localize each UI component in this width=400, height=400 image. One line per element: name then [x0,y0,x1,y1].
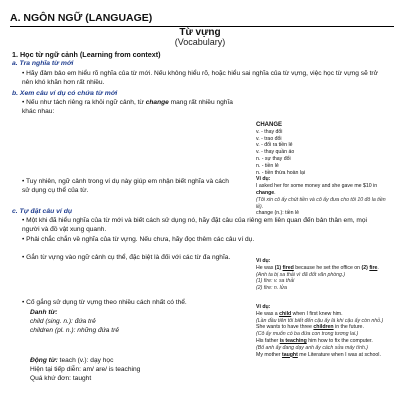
fired-example-label: Ví dụ: [256,258,271,264]
fired-gloss-2: (2) fire: n. lửa [256,285,287,292]
child-example-label: Ví dụ: [256,304,271,310]
change-example-word: change [256,189,275,196]
verb-label [30,357,113,366]
paragraph-c-1: • Một khi đã hiểu nghĩa của từ mới và biết cách sử dụng nó, hãy đặt câu của riêng em liên quan đến bản thân em, mọi người và đồ vật xung quanh. [22,217,367,233]
change-example-vi: (Tôi xin cô ấy chút tiền và cô ấy đưa cho tôi 10 đô la tiền lẻ). [256,196,386,210]
change-example-label: Ví dụ: [256,176,271,183]
child-example-3 [256,338,394,345]
child-s1-a: He was a [256,310,278,317]
fired-example-vi: (Anh ta bị sa thải vì đã đốt văn phòng.) [256,271,346,278]
verb-label-text: Động từ: [30,357,58,364]
child-s2-word: children [313,324,334,331]
heading-learning-from-context: 1. Học từ ngữ cảnh (Learning from context) [12,50,161,59]
child-s3-a: His father [256,337,279,344]
subheading-a: a. Tra nghĩa từ mới [12,60,74,67]
change-sense: v. - đổi ra tiền lẻ [256,142,293,149]
child-example-2-vi: (Cô ấy muốn có ba đứa con trong tương lai.) [256,331,359,338]
paragraph-b-1 [22,99,237,116]
change-heading: CHANGE [256,122,283,128]
verb-past-simple: Quá khứ đơn: taught [30,375,92,382]
child-s4-a: My mother [256,351,281,358]
child-s1-b: when I first knew him. [292,310,343,317]
paragraph-b-2: • Tuy nhiên, ngữ cảnh trong ví dụ này giúp em nhận biết nghĩa và cách sử dụng cụ thể của từ. [22,178,229,194]
child-s4-b: me Literature when I was at school. [299,351,381,358]
change-sense: v. - thay đổi [256,128,283,135]
change-example-gloss: change (n.): tiền lẻ [256,210,299,217]
fired-marker-1: (1) [274,264,282,271]
fired-example-en: He was (1) fired because he set the office on (2) fire. [256,264,379,271]
child-example-1-vi: (Lần đầu tiên tôi biết đến cậu ấy là khi cậu ấy còn nhỏ.) [256,317,384,324]
page-top-strip [0,0,400,6]
change-example-en: I asked her for some money and she gave me $10 in change. [256,183,378,196]
page-title: Từ vựng [179,27,221,38]
noun-label [30,309,57,318]
paragraph-c-4: • Cố gắng sử dụng từ vựng theo nhiều cách nhất có thể. [22,299,187,306]
change-sense: n. - tiền thừa hoàn lại [256,169,306,176]
page-subtitle: (Vocabulary) [174,37,226,47]
child-example-4 [256,352,394,359]
change-sense: n. - tiền lẻ [256,162,279,169]
fired-word-1: fired [282,264,294,271]
child-s3-word: is teaching [279,337,307,344]
paragraph-b-text-1: • Nếu như tách riêng ra khỏi ngữ cảnh, từ [22,99,144,106]
noun-label-text: Danh từ: [30,309,58,316]
child-s1-word: child [279,310,292,317]
subheading-b: b. Xem câu ví dụ có chứa từ mới [12,90,118,97]
change-example-text: I asked her for some money and she gave me $10 in [256,183,378,190]
noun-plural: children (pl. n.): những đứa trẻ [30,327,119,334]
paragraph-c-3: • Gắn từ vựng vào ngữ cảnh cụ thể, đặc biệt là đối với các từ đa nghĩa. [22,254,231,261]
keyword-change: change [145,99,169,106]
child-example-box [256,304,394,358]
verb-present-continuous: Hiện tại tiếp diễn: am/ are/ is teaching [30,366,141,373]
child-s3-b: him how to fix the computer. [308,337,373,344]
fired-text-a: He was [256,264,274,271]
child-s2-a: She wants to have three [256,324,312,331]
child-s2-b: in the future. [335,324,364,331]
verb-base: teach (v.): dạy học [59,357,114,364]
paragraph-c-2: • Phải chắc chắn về nghĩa của từ vựng. Nếu chưa, hãy đọc thêm các câu ví dụ. [22,236,255,243]
change-sense: v. - thay quần áo [256,149,295,156]
fired-gloss-1: (1) fire: v. sa thải [256,278,295,285]
fired-example-box [256,258,394,292]
section-header: A. NGÔN NGỮ (LANGUAGE) [10,12,394,27]
child-example-3-vi: (Bố anh ấy đang dạy anh ấy cách sửa máy tính.) [256,344,369,351]
child-example-1 [256,311,394,318]
change-sense: v. - trao đổi [256,135,282,142]
child-s4-word: taught [281,351,298,358]
change-definition-box [256,122,394,217]
subheading-c: c. Tự đặt câu ví dụ [12,208,72,215]
fired-word-2: fire [369,264,378,271]
noun-singular: child (sing. n.): đứa trẻ [30,318,96,325]
paragraph-a: • Hãy đảm bảo em hiểu rõ nghĩa của từ mới. Nếu không hiểu rõ, hoặc hiểu sai nghĩa của từ vựng, việc học từ vựng sẽ trở nên khó khăn hơn rất nhiều. [22,70,378,86]
change-sense: n. - sự thay đổi [256,155,291,162]
paragraph-b-text-2: mang rất nhiều nghĩa khác nhau: [22,99,233,115]
fired-marker-2: (2) [361,264,368,271]
fired-text-b: because he set the office on [295,264,361,271]
